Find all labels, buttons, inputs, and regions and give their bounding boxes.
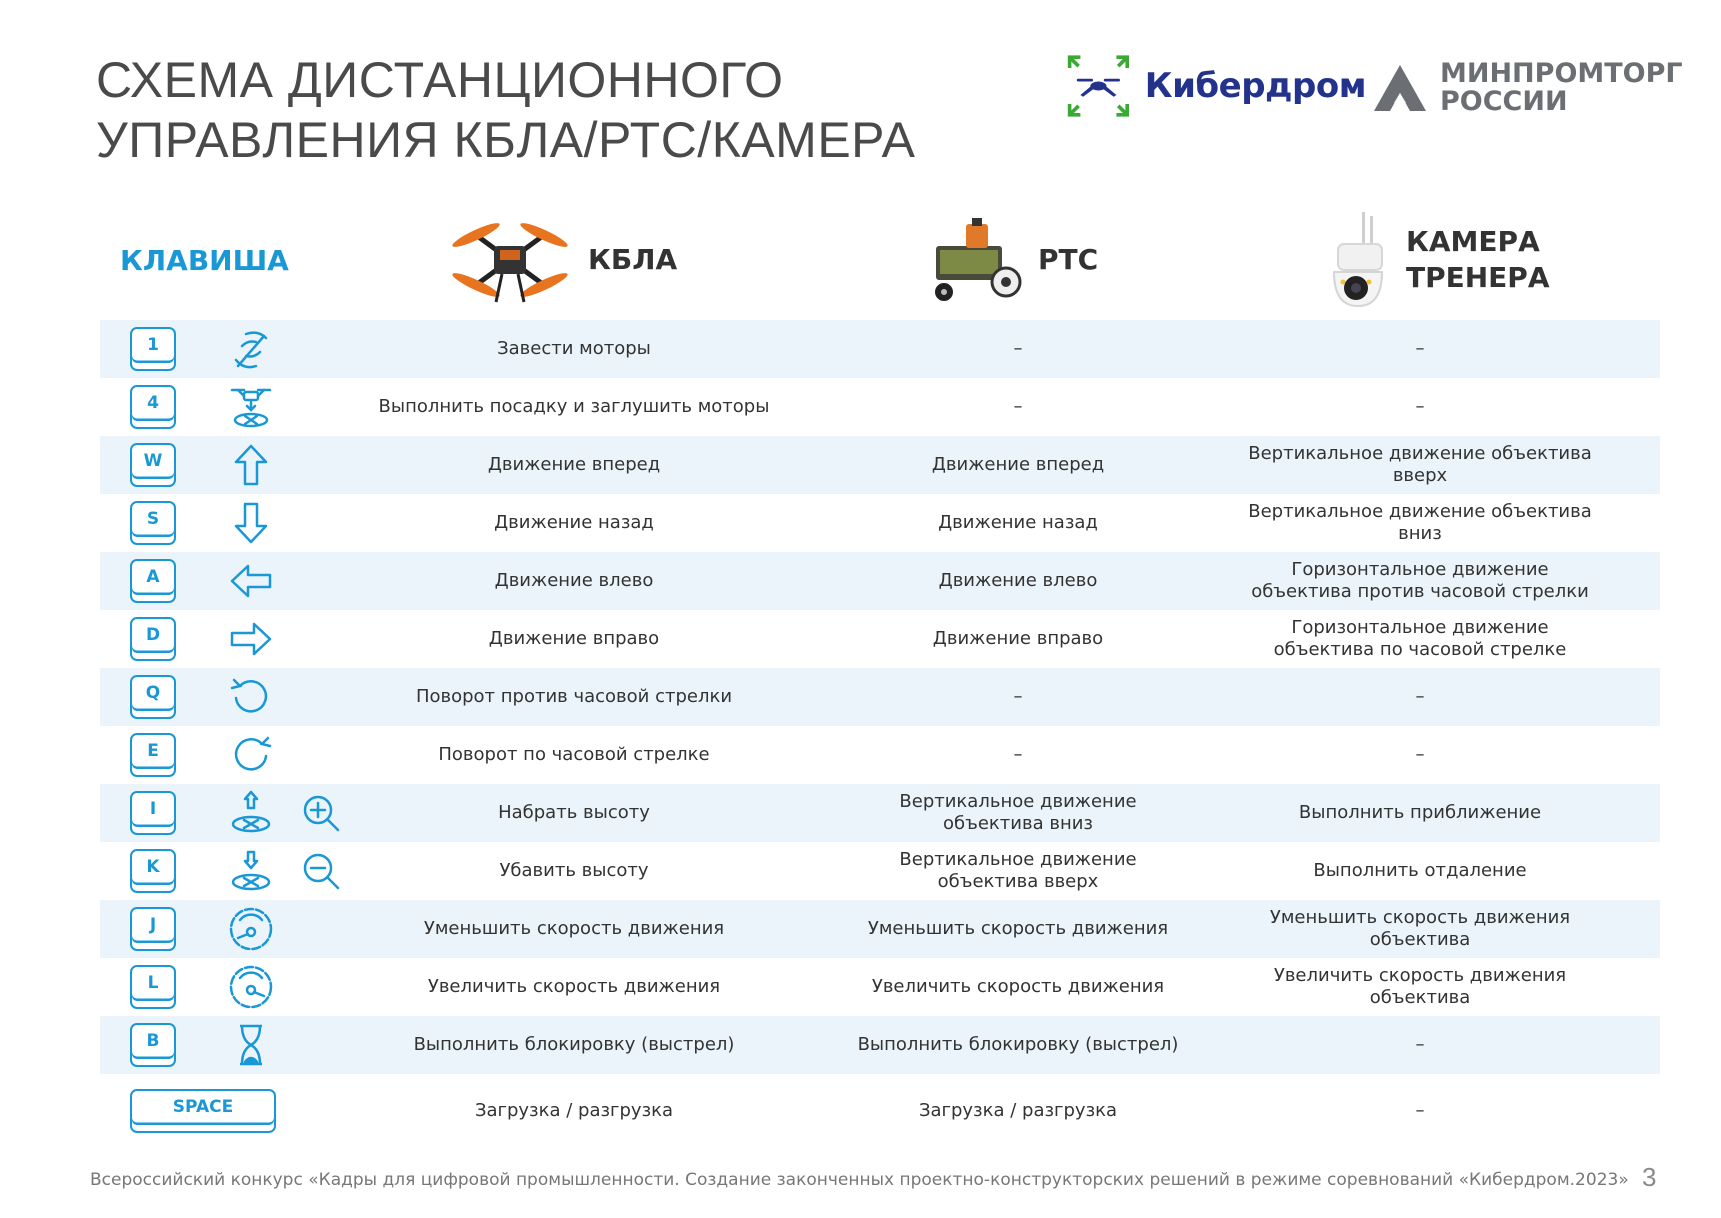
rts-action: Увеличить скорость движения (871, 976, 1165, 997)
rts-action: Движение влево (938, 570, 1098, 591)
key-cap-j (130, 907, 176, 951)
key-cap-4 (130, 385, 176, 429)
uav-action: Движение вперед (487, 454, 661, 475)
speedometer-high-icon (228, 964, 274, 1010)
key-label: W (130, 443, 176, 487)
uav-action: Загрузка / разгрузка (474, 1100, 674, 1121)
table-row (100, 494, 1660, 552)
key-cap-1 (130, 327, 176, 371)
camera-action: – (1415, 1034, 1425, 1055)
rts-action: – (1013, 744, 1023, 765)
rts-action: – (1013, 686, 1023, 707)
controls-table (100, 320, 1660, 1148)
minpromtorg-line-2: РОССИИ (1440, 86, 1568, 117)
key-cap-a (130, 559, 176, 603)
page-number: 3 (1642, 1162, 1657, 1192)
minpromtorg-emblem-icon (1372, 63, 1428, 113)
key-label: K (130, 849, 176, 893)
rotate-cw-icon (228, 732, 274, 778)
security-camera-image-icon (1326, 210, 1388, 310)
uav-action: Движение влево (494, 570, 654, 591)
uav-action: Поворот по часовой стрелке (438, 744, 710, 765)
drone-image-icon (446, 210, 574, 310)
key-label: Q (130, 675, 176, 719)
arrow-right-icon (228, 616, 274, 662)
propeller-icon (228, 326, 274, 372)
key-cap-space (130, 1089, 276, 1133)
key-cap-w (130, 443, 176, 487)
header-rts-label: РТС (1038, 243, 1099, 276)
kiberdrom-logo (1066, 50, 1366, 122)
camera-action: – (1415, 686, 1425, 707)
rts-action: Движение назад (938, 512, 1098, 533)
rts-action: Загрузка / разгрузка (918, 1100, 1118, 1121)
table-row (100, 436, 1660, 494)
key-label: J (130, 907, 176, 951)
camera-action: Вертикальное движение объектива вниз (1248, 501, 1592, 544)
footer-text: Всероссийский конкурс «Кадры для цифровой промышленности. Создание законченных проектно-конструкторских решений в режиме соревнований «Кибердром.2023» (90, 1170, 1629, 1190)
minpromtorg-logo (1372, 56, 1683, 120)
key-cap-k (130, 849, 176, 893)
camera-action: – (1415, 338, 1425, 359)
key-cap-l (130, 965, 176, 1009)
altitude-down-icon (228, 848, 274, 894)
header-camera-line-1: КАМЕРА (1406, 225, 1540, 258)
robot-vehicle-image-icon (922, 210, 1026, 310)
table-row (100, 552, 1660, 610)
table-row (100, 900, 1660, 958)
minpromtorg-line-1: МИНПРОМТОРГ (1440, 58, 1683, 89)
uav-action: Набрать высоту (498, 802, 650, 823)
camera-action: Выполнить приближение (1298, 802, 1542, 823)
uav-action: Движение вправо (488, 628, 660, 649)
page-title (96, 50, 916, 170)
table-row (100, 784, 1660, 842)
camera-action: Увеличить скорость движения объектива (1273, 965, 1567, 1008)
minpromtorg-logo-text (1440, 60, 1683, 116)
drone-logo-icon (1066, 50, 1131, 122)
key-cap-d (130, 617, 176, 661)
drone-landing-icon (228, 384, 274, 430)
uav-action: Завести моторы (497, 338, 651, 359)
zoom-out-icon (300, 850, 342, 892)
zoom-in-icon (300, 792, 342, 834)
header-uav (446, 205, 677, 315)
camera-action: – (1415, 744, 1425, 765)
rts-action: – (1013, 338, 1023, 359)
rts-action: – (1013, 396, 1023, 417)
key-label: SPACE (130, 1089, 276, 1133)
key-label: A (130, 559, 176, 603)
table-row (100, 958, 1660, 1016)
header-camera-label (1406, 224, 1550, 296)
rts-action: Выполнить блокировку (выстрел) (857, 1034, 1179, 1055)
key-label: 1 (130, 327, 176, 371)
table-row (100, 842, 1660, 900)
header-rts (922, 205, 1098, 315)
camera-action: – (1415, 396, 1425, 417)
speedometer-low-icon (228, 906, 274, 952)
camera-action: Выполнить отдаление (1313, 860, 1527, 881)
table-row (100, 320, 1660, 378)
rts-action: Уменьшить скорость движения (867, 918, 1169, 939)
key-cap-s (130, 501, 176, 545)
header-uav-label: КБЛА (588, 243, 678, 276)
rts-action: Движение вправо (932, 628, 1104, 649)
key-cap-b (130, 1023, 176, 1067)
key-cap-q (130, 675, 176, 719)
table-row (100, 610, 1660, 668)
uav-action: Поворот против часовой стрелки (415, 686, 733, 707)
uav-action: Уменьшить скорость движения (423, 918, 725, 939)
key-cap-e (130, 733, 176, 777)
table-row (100, 726, 1660, 784)
rotate-ccw-icon (228, 674, 274, 720)
uav-action: Увеличить скорость движения (427, 976, 721, 997)
altitude-up-icon (228, 790, 274, 836)
camera-action: Горизонтальное движение объектива по часовой стрелке (1273, 617, 1567, 660)
key-cap-i (130, 791, 176, 835)
uav-action: Выполнить посадку и заглушить моторы (378, 396, 770, 417)
rts-action: Вертикальное движение объектива вниз (899, 791, 1137, 834)
camera-action: Вертикальное движение объектива вверх (1248, 443, 1592, 486)
header-key: КЛАВИША (120, 243, 289, 277)
title-line-1: СХЕМА ДИСТАНЦИОННОГО (96, 52, 784, 108)
header-camera (1326, 205, 1550, 315)
kiberdrom-logo-text: Кибердром (1144, 66, 1366, 106)
hourglass-icon (228, 1022, 274, 1068)
table-row (100, 1016, 1660, 1074)
key-label: 4 (130, 385, 176, 429)
header-camera-line-2: ТРЕНЕРА (1406, 261, 1550, 294)
rts-action: Вертикальное движение объектива вверх (899, 849, 1137, 892)
uav-action: Убавить высоту (499, 860, 649, 881)
camera-action: Горизонтальное движение объектива против часовой стрелки (1251, 559, 1589, 602)
table-row (100, 378, 1660, 436)
key-label: E (130, 733, 176, 777)
key-label: I (130, 791, 176, 835)
uav-action: Движение назад (494, 512, 654, 533)
key-label: S (130, 501, 176, 545)
key-label: B (130, 1023, 176, 1067)
key-label: L (130, 965, 176, 1009)
rts-action: Движение вперед (931, 454, 1105, 475)
camera-action: Уменьшить скорость движения объектива (1269, 907, 1571, 950)
table-row (100, 1074, 1660, 1148)
arrow-left-icon (228, 558, 274, 604)
title-line-2: УПРАВЛЕНИЯ КБЛА/РТС/КАМЕРА (96, 112, 916, 168)
camera-action: – (1415, 1100, 1425, 1121)
table-row (100, 668, 1660, 726)
arrow-up-icon (228, 442, 274, 488)
uav-action: Выполнить блокировку (выстрел) (413, 1034, 735, 1055)
key-label: D (130, 617, 176, 661)
arrow-down-icon (228, 500, 274, 546)
